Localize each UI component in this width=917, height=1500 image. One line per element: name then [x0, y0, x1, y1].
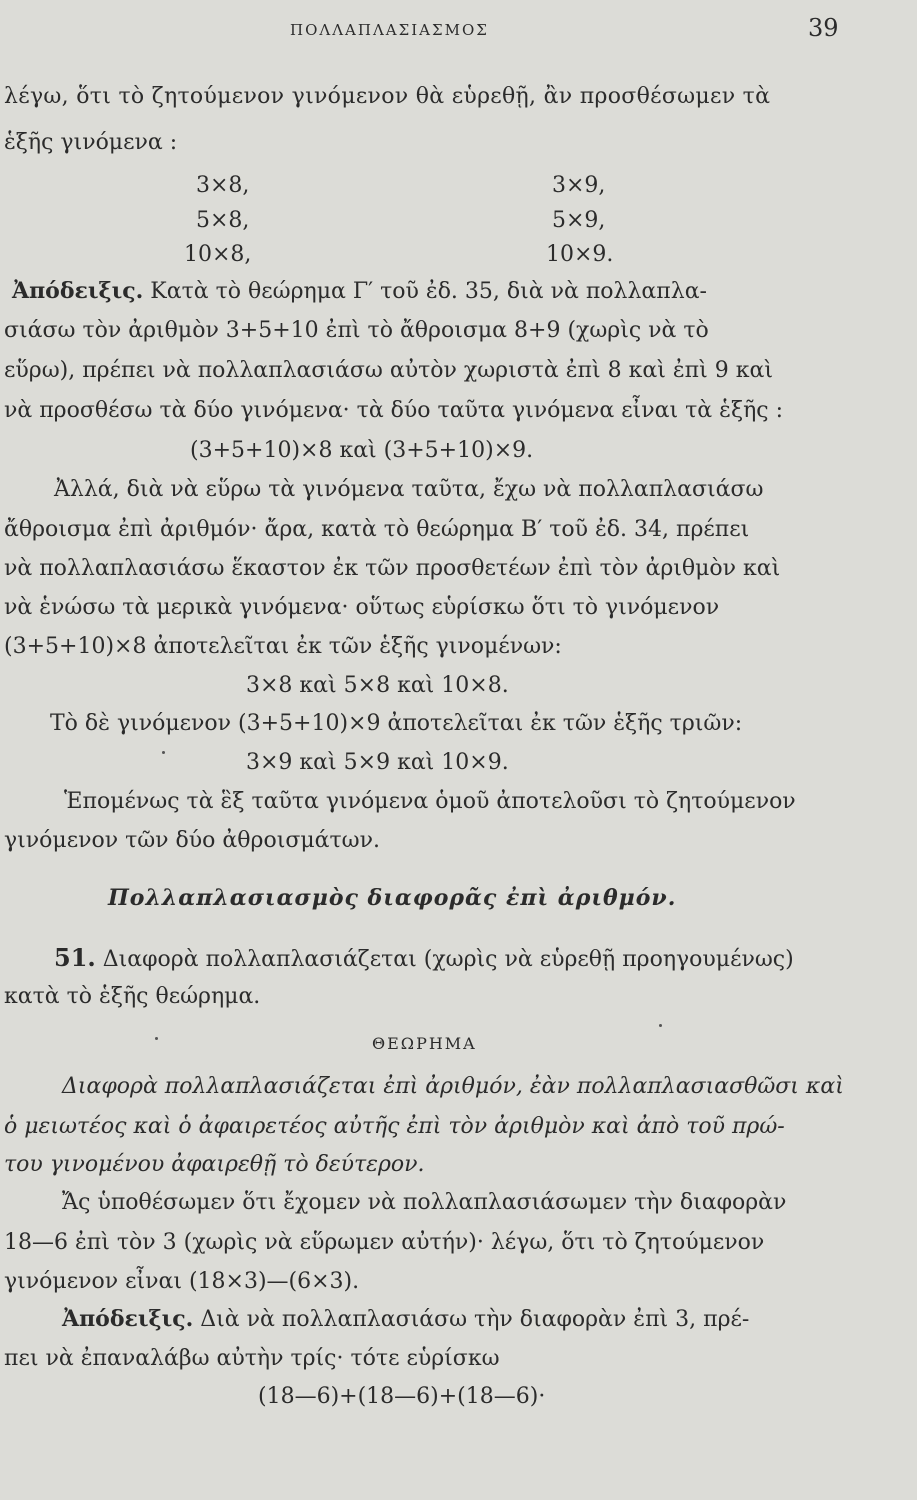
- text-line: ἑξῆς γινόμενα :: [4, 130, 178, 155]
- text-line: Ἄς ὑποθέσωμεν ὅτι ἔχομεν νὰ πολλαπλασιάσωμεν τὴν διαφορὰν: [62, 1190, 787, 1215]
- formula: 3×9,: [552, 173, 606, 198]
- text-line: γινόμενον τῶν δύο ἀθροισμάτων.: [4, 828, 380, 853]
- article-text: Διαφορὰ πολλαπλασιάζεται (χωρὶς νὰ εὑρεθῇ προηγουμένως): [102, 947, 794, 972]
- page-number: 39: [808, 14, 839, 42]
- print-speck: [659, 1024, 662, 1027]
- text-line: 18—6 ἐπὶ τὸν 3 (χωρὶς νὰ εὕρωμεν αὐτήν)· λέγω, ὅτι τὸ ζητούμενον: [4, 1230, 765, 1255]
- formula: 10×8,: [184, 242, 252, 267]
- text-line: Τὸ δὲ γινόμενον (3+5+10)×9 ἀποτελεῖται ἐκ τῶν ἑξῆς τριῶν:: [50, 711, 743, 736]
- proof-text: Κατὰ τὸ θεώρημα Γ′ τοῦ ἐδ. 35, διὰ νὰ πολλαπλα-: [150, 279, 707, 304]
- text-line: Ἀλλά, διὰ νὰ εὕρω τὰ γινόμενα ταῦτα, ἔχω νὰ πολλαπλασιάσω: [54, 477, 764, 502]
- formula: 3×8,: [196, 173, 250, 198]
- proof-label: Ἀπόδειξις.: [62, 1306, 194, 1332]
- proof-line: [12, 277, 707, 306]
- formula: (18—6)+(18—6)+(18—6)·: [258, 1384, 546, 1409]
- text-line: εὕρω), πρέπει νὰ πολλαπλασιάσω αὐτὸν χωριστὰ ἐπὶ 8 καὶ ἐπὶ 9 καὶ: [4, 358, 773, 383]
- text-line: νὰ πολλαπλασιάσω ἕκαστον ἐκ τῶν προσθετέων ἐπὶ τὸν ἀριθμὸν καὶ: [4, 556, 781, 581]
- print-speck: [162, 751, 165, 754]
- theorem-label: ΘΕΩΡΗΜΑ: [372, 1034, 477, 1053]
- text-line: σιάσω τὸν ἀριθμὸν 3+5+10 ἐπὶ τὸ ἄθροισμα 8+9 (χωρὶς νὰ τὸ: [4, 318, 709, 343]
- text-line: γινόμενον εἶναι (18×3)—(6×3).: [4, 1269, 360, 1294]
- text-line: (3+5+10)×8 ἀποτελεῖται ἐκ τῶν ἑξῆς γινομένων:: [4, 634, 562, 659]
- text-line: κατὰ τὸ ἑξῆς θεώρημα.: [4, 984, 261, 1009]
- article-line: [54, 944, 794, 974]
- theorem-text: του γινομένου ἀφαιρεθῇ τὸ δεύτερον.: [4, 1152, 425, 1177]
- text-line: Ἑπομένως τὰ ἓξ ταῦτα γινόμενα ὁμοῦ ἀποτελοῦσι τὸ ζητούμενον: [64, 789, 796, 814]
- formula: 10×9.: [546, 242, 614, 267]
- print-speck: [155, 1037, 158, 1040]
- formula: 5×8,: [196, 208, 250, 233]
- theorem-text: Διαφορὰ πολλαπλασιάζεται ἐπὶ ἀριθμόν, ἐὰν πολλαπλασιασθῶσι καὶ: [62, 1074, 844, 1099]
- formula: 3×9 καὶ 5×9 καὶ 10×9.: [246, 750, 509, 775]
- theorem-text: ὁ μειωτέος καὶ ὁ ἀφαιρετέος αὐτῆς ἐπὶ τὸν ἀριθμὸν καὶ ἀπὸ τοῦ πρώ-: [4, 1114, 785, 1139]
- text-line: λέγω, ὅτι τὸ ζητούμενον γινόμενον θὰ εὑρεθῇ, ἂν προσθέσωμεν τὰ: [4, 84, 771, 109]
- formula: (3+5+10)×8 καὶ (3+5+10)×9.: [190, 438, 534, 463]
- proof-label: Ἀπόδειξις.: [12, 278, 144, 304]
- section-title: Πολλαπλασιασμὸς διαφορᾶς ἐπὶ ἀριθμόν.: [108, 885, 677, 911]
- text-line: νὰ προσθέσω τὰ δύο γινόμενα· τὰ δύο ταῦτα γινόμενα εἶναι τὰ ἑξῆς :: [4, 398, 783, 423]
- running-header: ΠΟΛΛΑΠΛΑΣΙΑΣΜΟΣ: [290, 21, 489, 39]
- formula: 3×8 καὶ 5×8 καὶ 10×8.: [246, 673, 509, 698]
- article-number: 51.: [54, 943, 96, 972]
- text-line: πει νὰ ἐπαναλάβω αὐτὴν τρίς· τότε εὑρίσκω: [4, 1346, 500, 1371]
- text-line: νὰ ἑνώσω τὰ μερικὰ γινόμενα· οὕτως εὑρίσκω ὅτι τὸ γινόμενον: [4, 595, 720, 620]
- proof-line: [62, 1305, 749, 1334]
- proof-text: Διὰ νὰ πολλαπλασιάσω τὴν διαφορὰν ἐπὶ 3, πρέ-: [200, 1307, 750, 1332]
- text-line: ἄθροισμα ἐπὶ ἀριθμόν· ἄρα, κατὰ τὸ θεώρημα Β′ τοῦ ἐδ. 34, πρέπει: [4, 517, 750, 542]
- formula: 5×9,: [552, 208, 606, 233]
